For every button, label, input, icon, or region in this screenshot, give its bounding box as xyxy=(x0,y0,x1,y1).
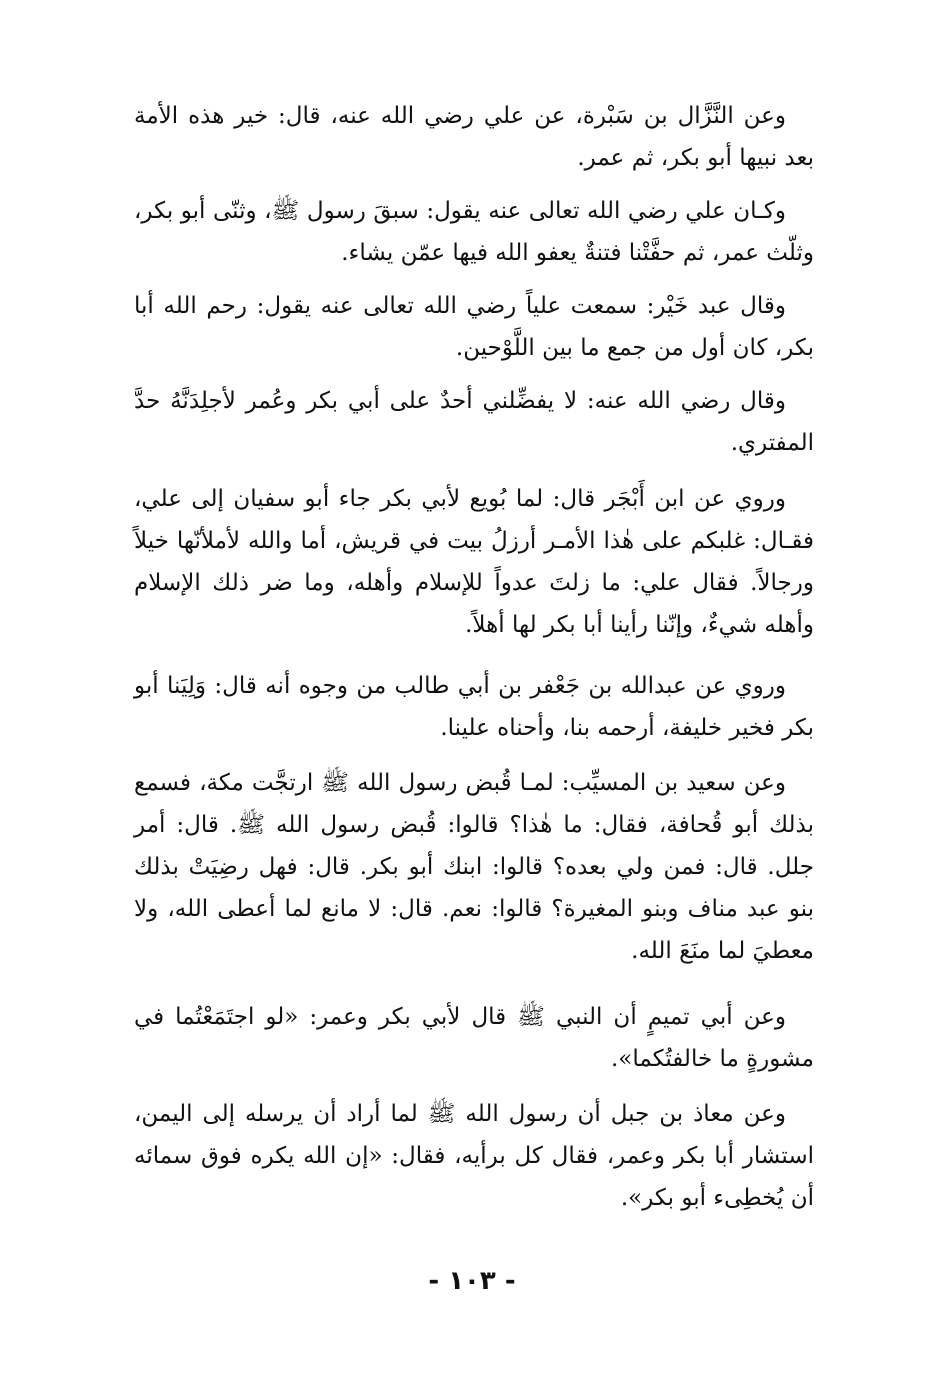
paragraph-8 xyxy=(134,996,814,1080)
paragraph-7 xyxy=(134,762,814,972)
paragraph-9 xyxy=(134,1093,814,1219)
paragraph-1 xyxy=(134,95,814,179)
paragraph-text: وقال رضي الله عنه: لا يفضِّلني أحدٌ على أبي بكر وعُمر لأجلِدَنَّهُ حدَّ المفتري. xyxy=(134,388,814,456)
paragraph-6 xyxy=(134,665,814,749)
paragraph-4 xyxy=(134,380,814,464)
paragraph-text: وعن معاذ بن جبل أن رسول الله ﷺ لما أراد أن يرسله إلى اليمن، استشار أبا بكر وعمر، فقال كل برأيه، فقال: «إن الله يكره فوق سمائه أن يُخطِىء أبو بكر». xyxy=(134,1101,814,1211)
paragraph-3 xyxy=(134,285,814,369)
paragraph-text: وكـان علي رضي الله تعالى عنه يقول: سبقَ رسول ﷺ، وثنّى أبو بكر، وثلّث عمر، ثم حفَّتْنا فتنةٌ يعفو الله فيها عمّن يشاء. xyxy=(134,198,814,266)
paragraph-text: وعن أبي تميمٍ أن النبي ﷺ قال لأبي بكر وعمر: «لو اجتَمَعْتُما في مشورةٍ ما خالفتُكما». xyxy=(134,1004,814,1072)
page-number: - ١٠٣ - xyxy=(428,1266,516,1296)
paragraph-5 xyxy=(134,478,814,646)
paragraph-text: وروي عن ابن أَبْجَر قال: لما بُويع لأبي بكر جاء أبو سفيان إلى علي، فقـال: غلبكم على هٰذا الأمـر أرزلُ بيت في قريش، أما والله لأملأنّها خيلاً ورجالاً. فقال علي: ما زلتَ عدواً للإسلام وأهله، وما ضر ذلك الإسلام وأهله شيءٌ، وإنّنا رأينا أبا بكر لها أهلاً. xyxy=(134,486,814,638)
paragraph-text: وعن النَّزَّال بن سَبْرة، عن علي رضي الله عنه، قال: خير هذه الأمة بعد نبيها أبو بكر، ثم عمر. xyxy=(134,103,814,171)
paragraph-2 xyxy=(134,190,814,274)
paragraph-text: وروي عن عبدالله بن جَعْفر بن أبي طالب من وجوه أنه قال: وَلِيَنا أبو بكر فخير خليفة، أرحمه بنا، وأحناه علينا. xyxy=(134,673,814,741)
paragraph-text: وعن سعيد بن المسيِّب: لمـا قُبض رسول الله ﷺ ارتجَّت مكة، فسمع بذلك أبو قُحافة، فقال: ما هٰذا؟ قالوا: قُبض رسول الله ﷺ. قال: أمر جلل. قال: فمن ولي بعده؟ قالوا: ابنك أبو بكر. قال: فهل رضِيَتْ بذلك بنو عبد مناف وبنو المغيرة؟ قالوا: نعم. قال: لا مانع لما أعطى الله، ولا معطيَ لما منَعَ الله. xyxy=(134,770,814,964)
paragraph-text: وقال عبد خَيْر: سمعت علياً رضي الله تعالى عنه يقول: رحم الله أبا بكر، كان أول من جمع ما بين اللَّوْحين. xyxy=(134,293,814,361)
